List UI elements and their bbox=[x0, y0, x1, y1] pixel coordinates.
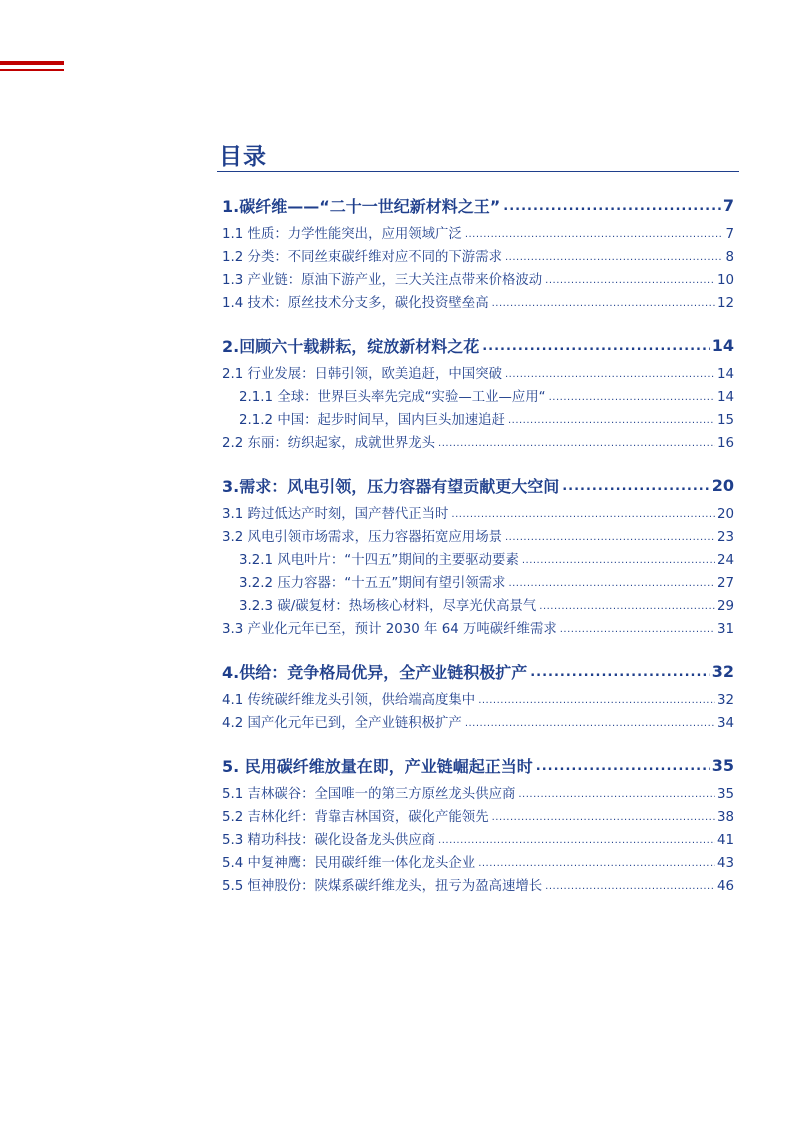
toc-dot-leader bbox=[560, 620, 715, 633]
toc-entry-label: 2.1.1 全球：世界巨头率先完成“实验—工业—应用“ bbox=[239, 390, 546, 405]
toc-entry-label: 1.碳纤维——“二十一世纪新材料之王” bbox=[222, 196, 501, 216]
toc-entry-label: 5.2 吉林化纤：背靠吉林国资，碳化产能领先 bbox=[222, 810, 489, 825]
toc-page-number: 20 bbox=[711, 475, 734, 495]
toc-page-number: 31 bbox=[716, 622, 734, 637]
toc-subsection-entry[interactable] bbox=[222, 246, 734, 269]
toc-dot-leader bbox=[492, 294, 715, 307]
toc-page-number: 35 bbox=[716, 787, 734, 802]
toc-entry-label: 4.1 传统碳纤维龙头引领，供给端高度集中 bbox=[222, 693, 476, 708]
section-gap bbox=[222, 315, 734, 330]
toc-entry-label: 2.2 东丽：纺织起家，成就世界龙头 bbox=[222, 436, 436, 451]
toc-page-number: 38 bbox=[716, 810, 734, 825]
toc-section-heading[interactable] bbox=[222, 656, 734, 686]
toc-page-number: 23 bbox=[716, 530, 734, 545]
toc-entry-label: 3.1 跨过低达产时刻，国产替代正当时 bbox=[222, 507, 449, 522]
toc-dot-leader bbox=[451, 505, 715, 518]
toc-subsection-entry[interactable] bbox=[222, 223, 734, 246]
toc-dot-leader bbox=[503, 195, 721, 214]
toc-subsubsection-entry[interactable] bbox=[222, 549, 734, 572]
toc-entry-label: 4.供给：竞争格局优异，全产业链积极扩产 bbox=[222, 662, 528, 682]
toc-subsection-entry[interactable] bbox=[222, 292, 734, 315]
toc-section-heading[interactable] bbox=[222, 750, 734, 780]
toc-entry-label: 5.1 吉林碳谷：全国唯一的第三方原丝龙头供应商 bbox=[222, 787, 516, 802]
toc-entry-label: 5.4 中复神鹰：民用碳纤维一体化龙头企业 bbox=[222, 856, 476, 871]
toc-entry-label: 3.2.1 风电叶片：“十四五”期间的主要驱动要素 bbox=[239, 553, 519, 568]
toc-dot-leader bbox=[505, 528, 715, 541]
toc-page-number: 46 bbox=[716, 879, 734, 894]
toc-dot-leader bbox=[518, 785, 715, 798]
toc-dot-leader bbox=[549, 388, 715, 401]
toc-entry-label: 3.3 产业化元年已至，预计 2030 年 64 万吨碳纤维需求 bbox=[222, 622, 557, 637]
toc-dot-leader bbox=[465, 714, 715, 727]
toc-section-heading[interactable] bbox=[222, 330, 734, 360]
toc-dot-leader bbox=[492, 808, 715, 821]
toc-subsection-entry[interactable] bbox=[222, 783, 734, 806]
toc-entry-label: 3.2.2 压力容器：“十五五”期间有望引领需求 bbox=[239, 576, 506, 591]
toc-page-number: 32 bbox=[711, 661, 734, 681]
toc-entry-label: 2.回顾六十载耕耘，绽放新材料之花 bbox=[222, 336, 480, 356]
toc-page-number: 10 bbox=[716, 273, 734, 288]
toc-page-number: 7 bbox=[725, 227, 734, 242]
toc-subsubsection-entry[interactable] bbox=[222, 386, 734, 409]
toc-dot-leader bbox=[545, 877, 715, 890]
toc-section-heading[interactable] bbox=[222, 190, 734, 220]
section-gap bbox=[222, 455, 734, 470]
toc-page-number: 20 bbox=[716, 507, 734, 522]
toc-page-number: 12 bbox=[716, 296, 734, 311]
toc-page-number: 24 bbox=[716, 553, 734, 568]
toc-subsection-entry[interactable] bbox=[222, 269, 734, 292]
toc-page-number: 8 bbox=[725, 250, 734, 265]
toc-subsubsection-entry[interactable] bbox=[222, 595, 734, 618]
toc-dot-leader bbox=[530, 661, 710, 680]
toc-page-number: 43 bbox=[716, 856, 734, 871]
toc-entry-label: 2.1.2 中国：起步时间早，国内巨头加速追赶 bbox=[239, 413, 505, 428]
toc-page-number: 35 bbox=[711, 755, 734, 775]
toc-page-number: 14 bbox=[716, 367, 734, 382]
toc-dot-leader bbox=[508, 411, 715, 424]
toc-title-rule bbox=[217, 171, 739, 172]
toc-dot-leader bbox=[438, 434, 715, 447]
toc-page-number: 14 bbox=[716, 390, 734, 405]
toc-dot-leader bbox=[562, 475, 710, 494]
toc-entry-label: 3.2.3 碳/碳复材：热场核心材料，尽享光伏高景气 bbox=[239, 599, 537, 614]
toc-subsection-entry[interactable] bbox=[222, 852, 734, 875]
toc-dot-leader bbox=[539, 597, 715, 610]
toc-dot-leader bbox=[505, 365, 715, 378]
toc-entry-label: 3.2 风电引领市场需求，压力容器拓宽应用场景 bbox=[222, 530, 502, 545]
toc-entry-label: 1.4 技术：原丝技术分支多，碳化投资壁垒高 bbox=[222, 296, 489, 311]
toc-subsection-entry[interactable] bbox=[222, 689, 734, 712]
toc-subsection-entry[interactable] bbox=[222, 712, 734, 735]
toc-entry-label: 1.3 产业链：原油下游产业，三大关注点带来价格波动 bbox=[222, 273, 543, 288]
toc-entry-label: 2.1 行业发展：日韩引领，欧美追赶，中国突破 bbox=[222, 367, 502, 382]
toc-title: 目录 bbox=[219, 144, 267, 170]
toc-page-number: 34 bbox=[716, 716, 734, 731]
toc-page-number: 41 bbox=[716, 833, 734, 848]
toc-subsection-entry[interactable] bbox=[222, 829, 734, 852]
toc-entry-label: 5.5 恒神股份：陕煤系碳纤维龙头，扭亏为盈高速增长 bbox=[222, 879, 543, 894]
toc-dot-leader bbox=[536, 755, 710, 774]
toc-subsection-entry[interactable] bbox=[222, 618, 734, 641]
toc-entry-label: 1.2 分类：不同丝束碳纤维对应不同的下游需求 bbox=[222, 250, 502, 265]
toc-page-number: 14 bbox=[711, 335, 734, 355]
toc-subsection-entry[interactable] bbox=[222, 503, 734, 526]
toc-page-number: 16 bbox=[716, 436, 734, 451]
toc-entry-label: 4.2 国产化元年已到，全产业链积极扩产 bbox=[222, 716, 462, 731]
toc-page-number: 29 bbox=[716, 599, 734, 614]
toc-page-number: 27 bbox=[716, 576, 734, 591]
toc-entry-label: 1.1 性质：力学性能突出，应用领域广泛 bbox=[222, 227, 462, 242]
toc-dot-leader bbox=[438, 831, 715, 844]
toc-dot-leader bbox=[522, 551, 715, 564]
toc-subsection-entry[interactable] bbox=[222, 432, 734, 455]
section-gap bbox=[222, 641, 734, 656]
toc-entry-label: 5.3 精功科技：碳化设备龙头供应商 bbox=[222, 833, 436, 848]
toc-dot-leader bbox=[508, 574, 715, 587]
toc-page-number: 15 bbox=[716, 413, 734, 428]
toc-section-heading[interactable] bbox=[222, 470, 734, 500]
toc-subsubsection-entry[interactable] bbox=[222, 409, 734, 432]
toc-page-number: 7 bbox=[722, 195, 734, 215]
toc-dot-leader bbox=[465, 225, 724, 238]
toc-subsubsection-entry[interactable] bbox=[222, 572, 734, 595]
toc-dot-leader bbox=[505, 248, 723, 261]
toc-dot-leader bbox=[482, 335, 710, 354]
header-decoration-bar bbox=[0, 61, 64, 65]
toc-dot-leader bbox=[478, 691, 715, 704]
toc-list bbox=[222, 190, 734, 898]
toc-subsection-entry[interactable] bbox=[222, 363, 734, 386]
toc-subsection-entry[interactable] bbox=[222, 806, 734, 829]
toc-dot-leader bbox=[478, 854, 715, 867]
toc-subsection-entry[interactable] bbox=[222, 875, 734, 898]
toc-subsection-entry[interactable] bbox=[222, 526, 734, 549]
toc-entry-label: 3.需求：风电引领，压力容器有望贡献更大空间 bbox=[222, 476, 560, 496]
toc-page-number: 32 bbox=[716, 693, 734, 708]
toc-dot-leader bbox=[545, 271, 715, 284]
header-decoration-line bbox=[0, 69, 64, 71]
toc-entry-label: 5. 民用碳纤维放量在即，产业链崛起正当时 bbox=[222, 756, 533, 776]
section-gap bbox=[222, 735, 734, 750]
